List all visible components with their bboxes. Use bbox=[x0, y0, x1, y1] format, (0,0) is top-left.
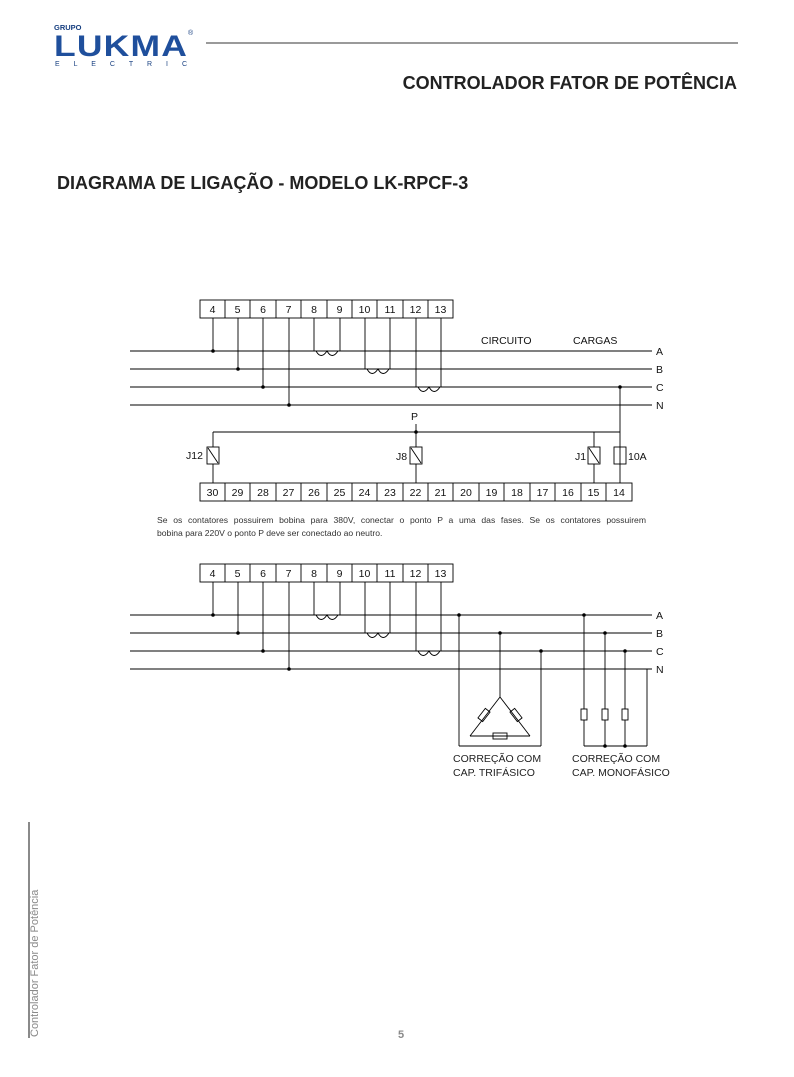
d1-bottom-terminal: 18 bbox=[511, 487, 523, 499]
d2-caption-three-phase: CAP. TRIFÁSICO bbox=[453, 767, 535, 779]
d1-top-terminal: 9 bbox=[336, 304, 343, 316]
logo-sub-word: E L E C T R I C bbox=[55, 61, 187, 68]
d2-top-terminal: 8 bbox=[311, 568, 317, 580]
d1-bottom-terminal: 23 bbox=[384, 487, 396, 499]
d1-top-terminal: 5 bbox=[234, 304, 241, 316]
d1-top-terminal: 4 bbox=[209, 304, 216, 316]
logo-group-word: GRUPO bbox=[54, 23, 82, 32]
d1-bottom-terminal: 26 bbox=[308, 487, 320, 499]
diagram1-phase-lines bbox=[130, 351, 652, 405]
diagram2-voltage-wires bbox=[213, 582, 289, 669]
page-number: 5 bbox=[397, 1029, 405, 1041]
d1-bottom-terminal: 16 bbox=[562, 487, 574, 499]
d1-top-terminal: 10 bbox=[358, 304, 371, 316]
d1-top-terminal: 8 bbox=[311, 304, 317, 316]
diagram1-relay-circuit bbox=[207, 387, 626, 483]
d2-top-terminal: 5 bbox=[234, 568, 241, 580]
d1-line-label: A bbox=[656, 346, 664, 358]
document-title: CONTROLADOR FATOR DE POTÊNCIA bbox=[402, 73, 737, 93]
d2-top-terminal: 6 bbox=[260, 568, 266, 580]
d2-top-terminal: 12 bbox=[409, 568, 422, 580]
d2-top-terminal: 10 bbox=[358, 568, 371, 580]
d1-bottom-terminal: 22 bbox=[409, 487, 422, 499]
d1-bottom-terminal: 21 bbox=[434, 487, 447, 499]
diagram2-phase-lines bbox=[130, 615, 652, 669]
d1-relay-j12: J12 bbox=[186, 450, 203, 462]
d2-line-label: B bbox=[656, 628, 664, 640]
d1-bottom-terminal: 17 bbox=[536, 487, 549, 499]
d1-top-terminal: 7 bbox=[285, 304, 292, 316]
d1-bottom-terminal: 30 bbox=[206, 487, 219, 499]
d1-bottom-terminal: 29 bbox=[231, 487, 244, 499]
d1-label-circuito: CIRCUITO bbox=[481, 335, 532, 347]
d2-line-label: A bbox=[656, 610, 664, 622]
section-title: DIAGRAMA DE LIGAÇÃO - MODELO LK-RPCF-3 bbox=[57, 173, 469, 193]
d2-caption-single-phase: CAP. MONOFÁSICO bbox=[572, 767, 670, 779]
diagram1-voltage-wires bbox=[213, 318, 289, 405]
logo-registered-mark: ® bbox=[188, 30, 194, 37]
d2-top-terminal: 11 bbox=[384, 568, 396, 580]
d1-line-label: C bbox=[656, 382, 664, 394]
d1-bottom-terminal: 28 bbox=[257, 487, 269, 499]
d2-line-label: C bbox=[656, 646, 664, 658]
d1-relay-j1: J1 bbox=[575, 451, 587, 463]
d2-top-terminal: 4 bbox=[209, 568, 216, 580]
diagram2-current-transformer-wires bbox=[314, 582, 441, 656]
d1-bottom-terminal: 14 bbox=[613, 487, 625, 499]
d1-top-terminal: 6 bbox=[260, 304, 266, 316]
diagram1-current-transformer-wires bbox=[314, 318, 441, 392]
sidebar-document-name: Controlador Fator de Potência bbox=[29, 889, 41, 1037]
junction-dots bbox=[211, 349, 627, 748]
d1-label-cargas: CARGAS bbox=[573, 335, 618, 347]
d1-fuse-label: 10A bbox=[628, 451, 647, 463]
d1-bottom-terminal: 19 bbox=[485, 487, 498, 499]
d2-top-terminal: 9 bbox=[336, 568, 343, 580]
d1-line-label: N bbox=[656, 400, 664, 412]
d1-bottom-terminal: 15 bbox=[587, 487, 600, 499]
d1-top-terminal: 11 bbox=[384, 304, 396, 316]
d2-line-label: N bbox=[656, 664, 664, 676]
d1-line-label: B bbox=[656, 364, 664, 376]
d1-bottom-terminal: 24 bbox=[358, 487, 371, 499]
d1-label-p: P bbox=[411, 411, 419, 423]
d2-caption-single-phase: CORREÇÃO COM bbox=[572, 753, 661, 765]
single-phase-capacitor-bank bbox=[581, 615, 647, 746]
wiring-note-line1: Se os contatores possuirem bobina para 380V, conectar o ponto P a uma das fases. Se os contatores possuirem bbox=[157, 515, 646, 525]
d1-bottom-terminal: 25 bbox=[333, 487, 346, 499]
d1-bottom-terminal: 27 bbox=[282, 487, 295, 499]
d2-top-terminal: 13 bbox=[434, 568, 447, 580]
d1-relay-j8: J8 bbox=[396, 451, 408, 463]
d2-caption-three-phase: CORREÇÃO COM bbox=[453, 753, 542, 765]
d1-bottom-terminal: 20 bbox=[460, 487, 472, 499]
d2-top-terminal: 7 bbox=[285, 568, 292, 580]
logo-brand-word: LUKMA bbox=[54, 30, 188, 63]
d1-top-terminal: 12 bbox=[409, 304, 422, 316]
wiring-note-line2: bobina para 220V o ponto P deve ser conectado ao neutro. bbox=[157, 527, 383, 538]
d1-top-terminal: 13 bbox=[434, 304, 447, 316]
